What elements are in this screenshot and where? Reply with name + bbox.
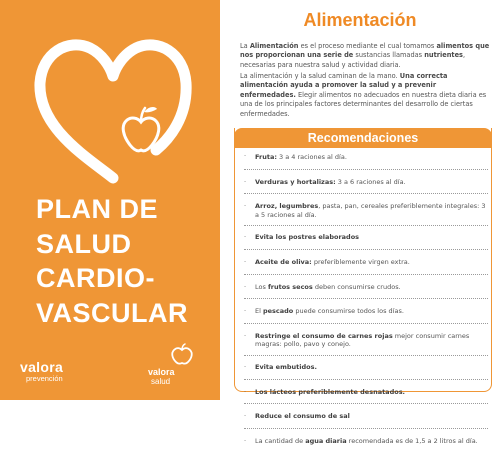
logo-sub: salud [151,377,171,386]
apple-outline-icon [123,107,159,151]
list-item: · Reduce el consumo de sal [244,404,488,429]
list-item: · Fruta: 3 a 4 raciones al día. [244,152,488,170]
list-item: · El pescado puede consumirse todos los días. [244,299,488,324]
plan-title-line: CARDIO- [36,263,155,293]
intro-paragraph: La Alimentación es el proceso mediante el cual tomamos alimentos que nos proporcionan una serie de sustancias llamadas nutrientes, necesarias para nuestra salud y actividad diaria. [240,42,490,69]
list-item: · Verduras y hortalizas: 3 a 6 raciones al día. [244,170,488,195]
plan-title-line: PLAN DE [36,194,159,224]
list-item: · Los frutos secos deben consumirse crudos. [244,275,488,300]
health-paragraph: La alimentación y la salud caminan de la mano. Una correcta alimentación ayuda a promover la salud y a prevenir enfermedades. Elegir alimentos no adecuados en nuestra dieta diaria es una de los principales factores determinantes del desarrollo de ciertas enfermedades. [240,72,487,118]
valora-prevencion-logo [20,360,63,383]
plan-title-line: VASCULAR [36,297,188,328]
list-item: · Evita embutidos. [244,356,488,380]
recommendations-header: Recomendaciones [234,128,492,148]
list-item: · Los lácteos preferiblemente desnatados. [244,380,488,405]
list-item: · Restringe el consumo de carnes rojas mejor consumir carnes magras: pollo, pavo y conejo. [244,324,488,356]
logo-brand: valora [20,359,64,375]
heart-outline-icon [40,45,186,178]
list-item: · Aceite de oliva: preferiblemente virgen extra. [244,250,488,275]
valora-salud-logo [146,342,198,388]
plan-title-line: SALUD [36,228,132,259]
list-item: · Arroz, legumbres, pasta, pan, cereales preferiblemente integrales: 3 a 5 raciones al día. [244,194,488,226]
list-item: · Evita los postres elaborados [244,226,488,250]
left-panel [0,0,220,400]
logo-brand: valora [148,367,175,377]
apple-logo-icon [170,342,194,366]
plan-title [36,192,216,330]
logo-sub: prevención [26,374,63,383]
recommendations-list [244,152,488,449]
right-content [220,0,500,445]
list-item: · La cantidad de agua diaria recomendada es de 1,5 a 2 litros al día. [244,436,478,445]
heart-apple-illustration [28,28,198,198]
section-title: Alimentación [303,10,417,30]
